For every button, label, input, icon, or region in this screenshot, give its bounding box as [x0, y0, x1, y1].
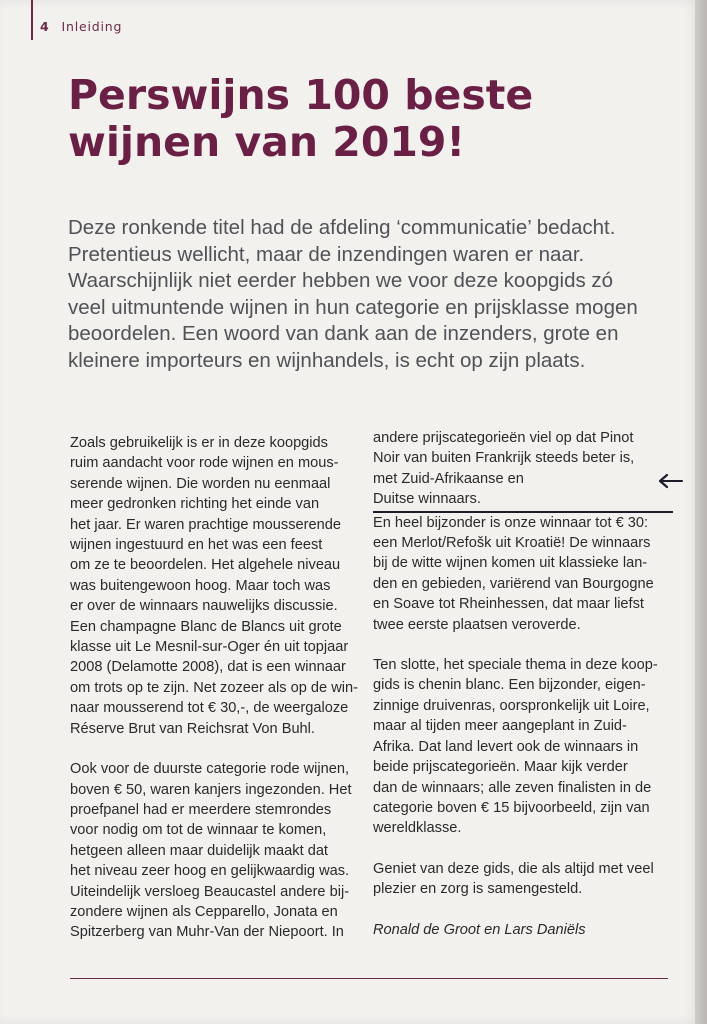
text-line: het jaar. Er waren prachtige mousserende	[70, 516, 341, 533]
right-paragraph-2	[373, 655, 673, 839]
text-line: Noir van buiten Frankrijk steeds beter is,	[373, 450, 635, 467]
text-line: twee eerste plaatsen veroverde.	[373, 616, 581, 633]
text-line: En heel bijzonder is onze winnaar tot € 30:	[373, 514, 649, 531]
signature-text: Ronald de Groot en Lars Daniëls	[373, 921, 586, 938]
text-line: wijnen ingestuurd en het was een feest	[70, 537, 323, 554]
title-line-2: wijnen van 2019!	[68, 118, 466, 166]
intro-paragraph	[68, 215, 668, 374]
text-line: Zoals gebruikelijk is er in deze koopgids	[70, 435, 328, 451]
intro-line: beoordelen. Een woord van dank aan de inzenders, grote en	[68, 322, 619, 345]
intro-line: Waarschijnlijk niet eerder hebben we voor deze koopgids zó	[68, 269, 614, 292]
text-line: voor nodig om tot de winnaar te komen,	[70, 822, 327, 839]
text-line: Spitzerberg van Muhr-Van der Niepoort. In	[70, 924, 344, 941]
text-line: bij de witte wijnen komen uit klassieke lan-	[373, 555, 648, 572]
intro-line: kleinere importeurs en wijnhandels, is echt op zijn plaats.	[68, 348, 586, 372]
intro-line: veel uitmuntende wijnen in hun categorie en prijsklasse mogen	[68, 295, 638, 319]
text-line: Geniet van deze gids, die als altijd met veel	[373, 860, 654, 877]
text-fragment: met Zuid-Afrikaanse en	[373, 470, 524, 487]
handwritten-arrow-icon	[658, 473, 684, 489]
text-line: serende wijnen. Die worden nu eenmaal	[70, 475, 331, 492]
left-paragraph-2	[70, 759, 370, 943]
text-line: gids is chenin blanc. Een bijzonder, eigen-	[373, 677, 646, 694]
intro-line: Deze ronkende titel had de afdeling ‘communicatie’ bedacht.	[68, 216, 616, 239]
text-line: andere prijscategorieën viel op dat Pinot	[373, 430, 634, 446]
left-column	[70, 433, 370, 943]
text-line: en Soave tot Rheinhessen, dat maar liefst	[373, 596, 644, 613]
section-name: Inleiding	[61, 19, 123, 34]
text-line: Ten slotte, het speciale thema in deze koop-	[373, 657, 658, 674]
text-line: Ook voor de duurste categorie rode wijnen,	[70, 761, 350, 778]
intro-line: Pretentieus wellicht, maar de inzendingen waren er naar.	[68, 242, 585, 266]
text-line: zondere wijnen als Cepparello, Jonata en	[70, 903, 338, 920]
text-line	[373, 469, 673, 513]
text-line: een Merlot/Refošk uit Kroatië! De winnaars	[373, 535, 651, 552]
text-line: Afrika. Dat land levert ook de winnaars in	[373, 738, 639, 755]
author-signature	[373, 920, 673, 940]
right-paragraph-1	[373, 428, 673, 635]
text-line: Een champagne Blanc de Blancs uit grote	[70, 618, 342, 635]
text-line: wereldklasse.	[373, 820, 462, 837]
text-line: meer gedronken richting het einde van	[70, 496, 320, 513]
text-line: Uiteindelijk versloeg Beaucastel andere bij-	[70, 883, 350, 900]
text-line: er over de winnaars nauwelijks discussie.	[70, 598, 338, 615]
text-line: boven € 50, waren kanjers ingezonden. Het	[70, 781, 352, 798]
text-line: 2008 (Delamotte 2008), dat is een winnaar	[70, 659, 346, 676]
header-rule	[31, 0, 33, 40]
text-line: maar al tijden meer aangeplant in Zuid-	[373, 718, 627, 735]
text-line: het niveau zeer hoog en gelijkwaardig was.	[70, 863, 350, 880]
text-line: den en gebieden, variërend van Bourgogne	[373, 575, 654, 592]
text-line: hetgeen alleen maar duidelijk maakt dat	[70, 842, 328, 859]
text-line: dan de winnaars; alle zeven finalisten in de	[373, 779, 652, 796]
text-line: om ze te beoordelen. Het algehele niveau	[70, 557, 341, 574]
text-line: klasse uit Le Mesnil-sur-Oger én uit topjaar	[70, 639, 349, 656]
text-line: proefpanel had er meerdere stemrondes	[70, 801, 332, 818]
title-line-1: Perswijns 100 beste	[68, 71, 534, 119]
text-line: was buitengewoon hoog. Maar toch was	[70, 577, 331, 594]
text-line: Réserve Brut van Reichsrat Von Buhl.	[70, 720, 315, 737]
page-title	[68, 72, 668, 166]
text-line: om trots op te zijn. Net zozeer als op de win-	[70, 679, 358, 696]
bottom-rule	[70, 978, 668, 979]
right-paragraph-3	[373, 859, 673, 900]
running-header	[40, 19, 122, 34]
text-line: ruim aandacht voor rode wijnen en mous-	[70, 455, 339, 472]
underlined-annotation: Duitse winnaars.	[373, 489, 673, 512]
page-number: 4	[40, 19, 50, 34]
text-line: categorie boven € 15 bijvoorbeeld, zijn van	[373, 799, 650, 816]
next-page-edge	[695, 0, 707, 1024]
text-line: plezier en zorg is samengesteld.	[373, 881, 583, 898]
right-column	[373, 428, 673, 940]
text-line: zinnige druivenras, oorspronkelijk uit Loire,	[373, 697, 650, 714]
text-line: naar mousserend tot € 30,-, de weergaloze	[70, 700, 349, 717]
left-paragraph-1	[70, 433, 370, 739]
text-line: beide prijscategorieën. Maar kijk verder	[373, 759, 628, 776]
